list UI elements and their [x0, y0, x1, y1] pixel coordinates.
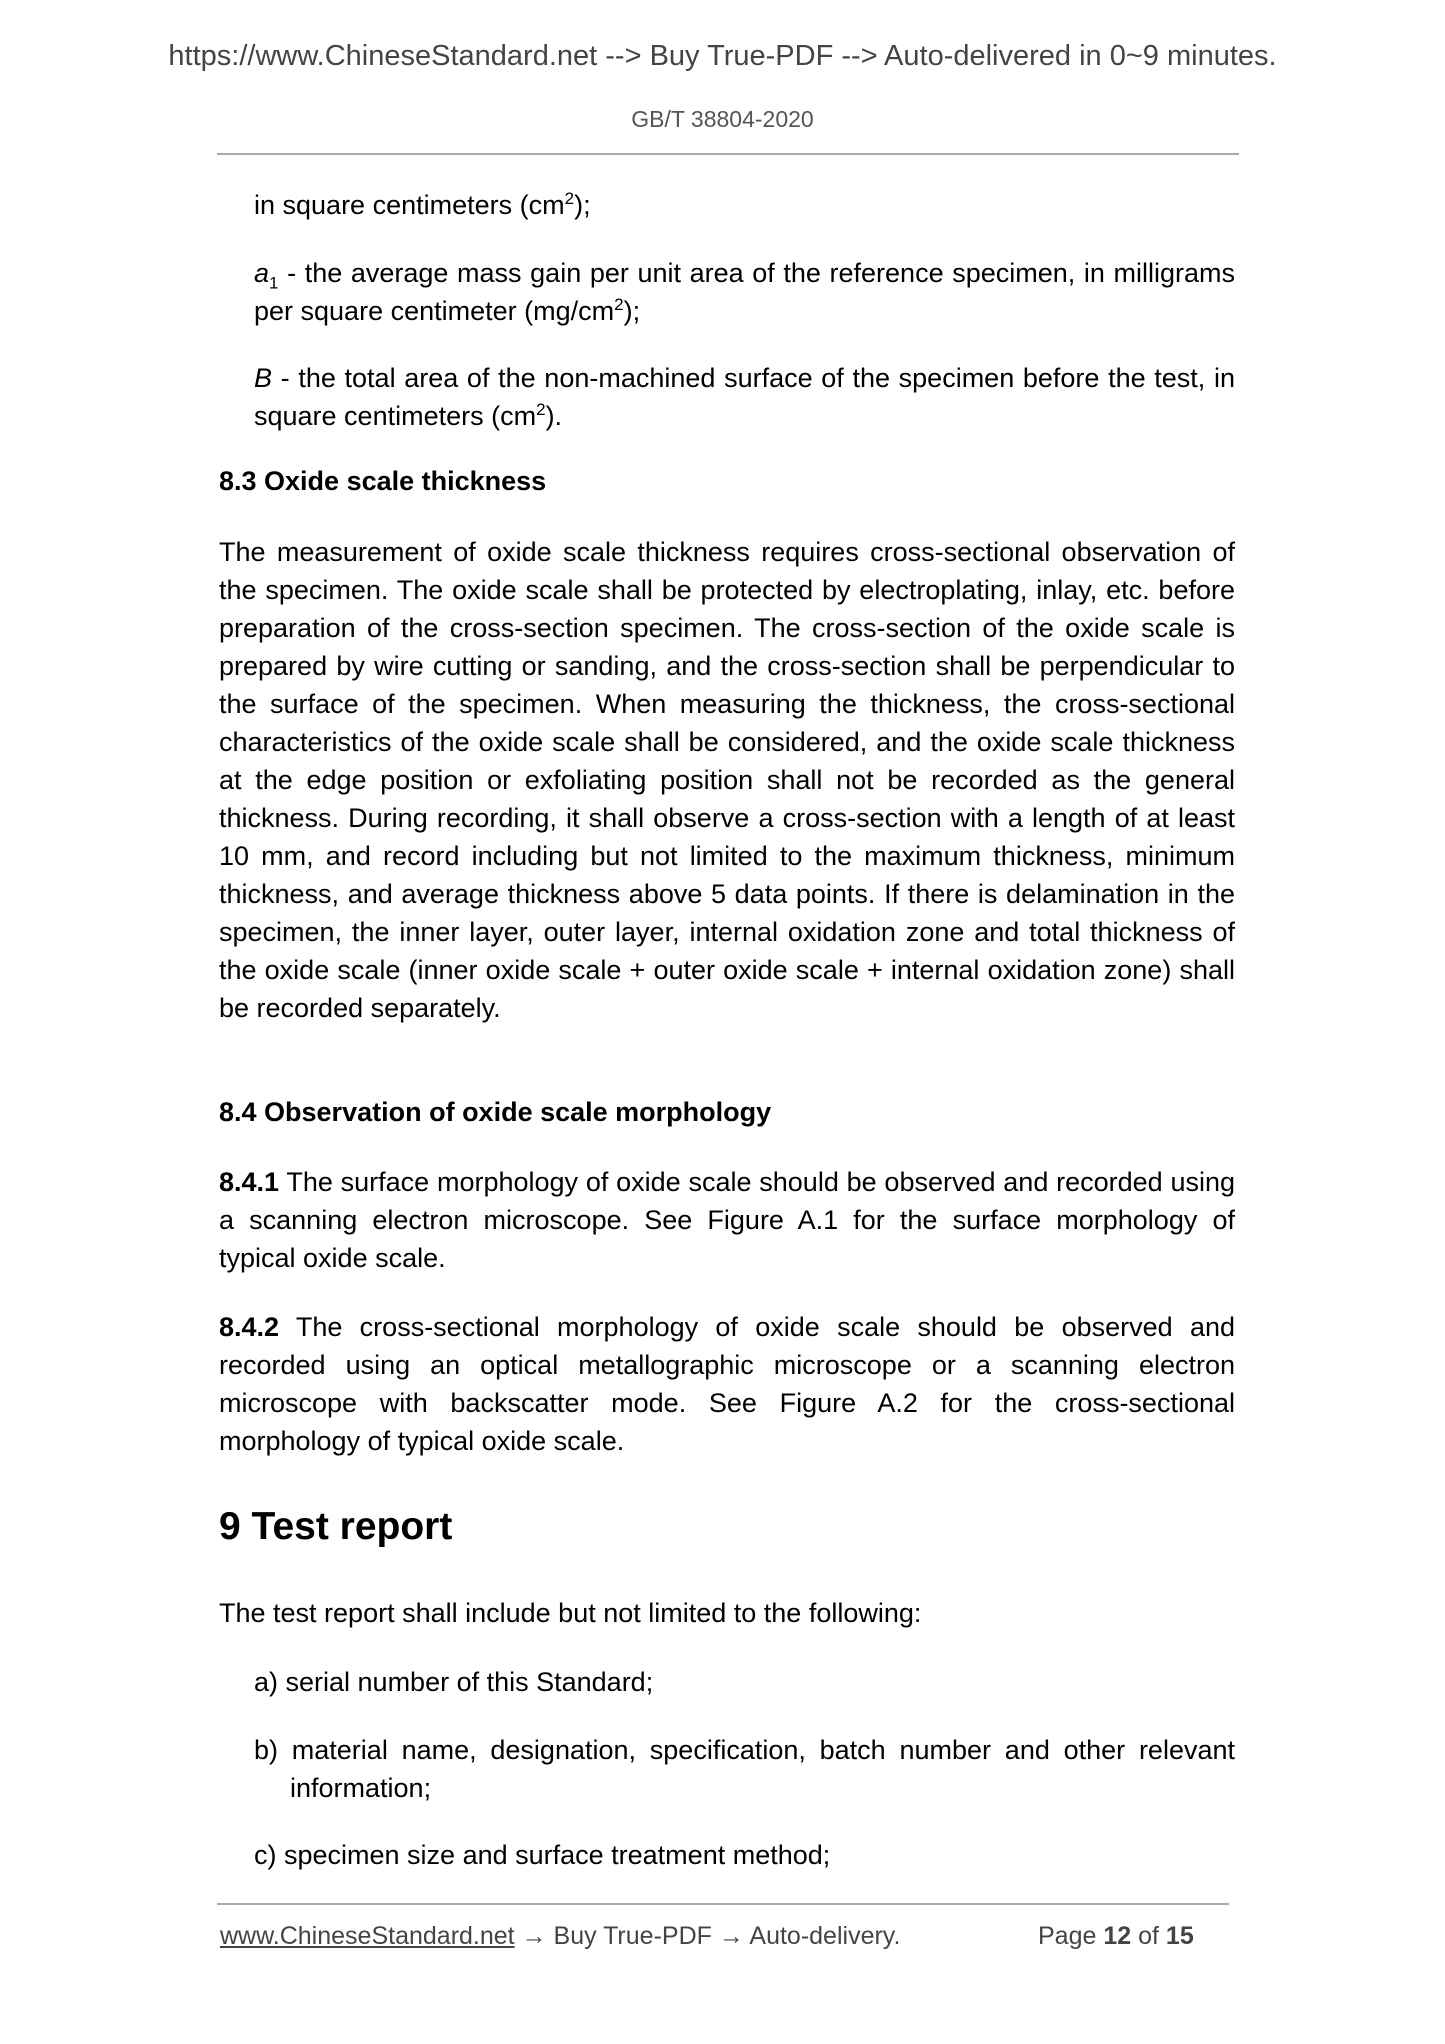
list-item: b) material name, designation, specification, batch number and other relevant information; [254, 1735, 1235, 1803]
list-item: c) specimen size and surface treatment method; [254, 1840, 831, 1870]
section-8-3-title: 8.3 Oxide scale thickness [219, 466, 547, 496]
footer-promo [220, 1922, 900, 1951]
section-8-4-2-paragraph: 8.4.2 The cross-sectional morphology of oxide scale should be observed and recorded using an optical metallographic microscope or a scanning electron microscope with backscatter mode. See Figure A.2 for the cross-sectional morphology of typical oxide scale. [219, 1312, 1235, 1456]
header-divider [217, 153, 1239, 155]
standard-number: GB/T 38804-2020 [631, 106, 814, 132]
section-9-intro: The test report shall include but not limited to the following: [219, 1598, 922, 1628]
footer-link[interactable]: www.ChineseStandard.net [220, 1922, 515, 1950]
list-item: a) serial number of this Standard; [254, 1667, 654, 1697]
continuation-text: in square centimeters $(cm^2)$; [254, 189, 591, 220]
footer-promo-text: → Buy True-PDF → Auto-delivery. [514, 1922, 901, 1950]
section-8-4-title: 8.4 Observation of oxide scale morphology [219, 1097, 772, 1127]
footer-divider [217, 1903, 1229, 1905]
definition-a1: $a_1$ - the average mass gain per unit area of the reference specimen, in milligrams per square centimeter $(mg/cm^2)$; [254, 258, 1235, 326]
definition-b: B - the total area of the non-machined surface of the specimen before the test, in square centimeters $(cm^2)$. [254, 363, 1235, 431]
section-8-4-1-paragraph: 8.4.1 The surface morphology of oxide scale should be observed and recorded using a scanning electron microscope. See Figure A.1 for the surface morphology of typical oxide scale. [219, 1167, 1235, 1273]
page-indicator: Page 12 of 15 [1038, 1922, 1194, 1950]
header-banner: https://www.ChineseStandard.net --> Buy True-PDF --> Auto-delivered in 0~9 minutes. [168, 40, 1277, 72]
section-8-3-paragraph: The measurement of oxide scale thickness requires cross-sectional observation of the specimen. The oxide scale shall be protected by electroplating, inlay, etc. before preparation of the cross-section specimen. The cross-section of the oxide scale is prepared by wire cutting or sanding, and the cross-section shall be perpendicular to the surface of the specimen. When measuring the thickness, the cross-sectional characteristics of the oxide scale shall be considered, and the oxide scale thickness at the edge position or exfoliating position shall not be recorded as the general thickness. During recording, it shall observe a cross-section with a length of at least 10 mm, and record including but not limited to the maximum thickness, minimum thickness, and average thickness above 5 data points. If there is delamination in the specimen, the inner layer, outer layer, internal oxidation zone and total thickness of the oxide scale (inner oxide scale + outer oxide scale + internal oxidation zone) shall be recorded separately. [219, 537, 1235, 1023]
section-9-title: 9 Test report [219, 1505, 453, 1548]
